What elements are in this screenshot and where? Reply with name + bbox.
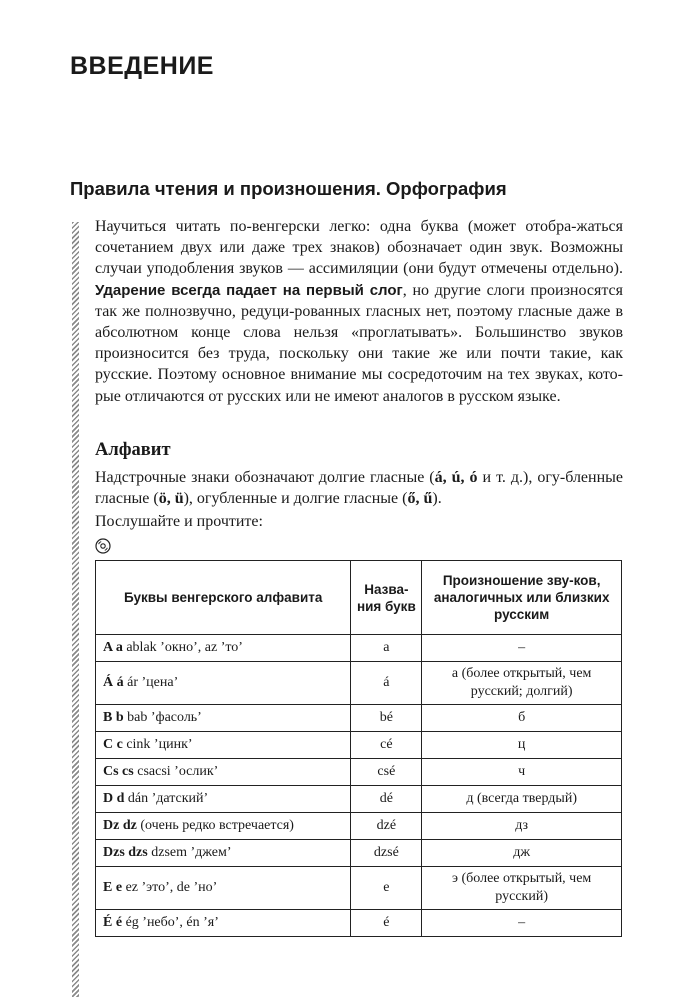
letter-pair: Á á <box>103 675 124 690</box>
letter-name-cell: dé <box>351 786 422 813</box>
table-row <box>96 840 622 867</box>
alphabet-text-1: Надстрочные знаки обозначают долгие гласные ( <box>95 469 435 486</box>
pronunciation-cell: дз <box>422 813 622 840</box>
letter-pair: E e <box>103 880 123 895</box>
alphabet-description <box>95 467 623 509</box>
intro-text-part1: Научиться читать по-венгерски легко: одна буква (может отобра-жаться сочетанием двух или даже трех знаков) обозначает один звук. Возможны случаи уподобления звуков — ассимиляции (они будут отмечены отдельно). <box>95 218 623 278</box>
letter-pair: Dzs dzs <box>103 845 148 860</box>
letter-pair: D d <box>103 791 125 806</box>
header-pronunciation: Произношение зву-ков, аналогичных или близких русским <box>422 561 622 635</box>
rounded-vowel-examples: ö, ü <box>158 490 184 508</box>
letter-pair: Cs cs <box>103 764 134 779</box>
example-word: bab ’фасоль’ <box>127 710 202 725</box>
section-title: Правила чтения и произношения. Орфография <box>70 178 507 199</box>
header-letters: Буквы венгерского алфавита <box>96 561 351 635</box>
table-body <box>96 635 622 937</box>
letter-cell <box>96 759 351 786</box>
pronunciation-cell: ч <box>422 759 622 786</box>
intro-text-part2: , но другие слоги произносятся так же полнозвучно, редуци-рованных гласных нет, поэтому гласные даже в абсолютном конце слова нельзя «проглатывать». Большинство звуков произносится без труда, поскольку они такие же или почти такие, как русские. Поэтому основное внимание мы сосредоточим на тех звуках, кото-рые отличаются от русских или не имеют аналогов в русском языке. <box>95 281 623 405</box>
letter-name-cell: dzsé <box>351 840 422 867</box>
example-word: (очень редко встречается) <box>140 818 294 833</box>
letter-cell <box>96 840 351 867</box>
intro-paragraph <box>95 216 623 407</box>
letter-name-cell: é <box>351 910 422 937</box>
table-row <box>96 813 622 840</box>
hatched-margin-bar <box>72 222 79 997</box>
header-letter-names: Назва-ния букв <box>351 561 422 635</box>
letter-cell <box>96 786 351 813</box>
example-word: ez ’это’, de ’но’ <box>125 880 218 895</box>
chapter-title: ВВЕДЕНИЕ <box>70 52 214 80</box>
table-row <box>96 732 622 759</box>
example-word: csacsi ’ослик’ <box>137 764 219 779</box>
letter-pair: Dz dz <box>103 818 137 833</box>
letter-pair: C c <box>103 737 123 752</box>
alphabet-text-2: и т. д.), огу-бленные гласные ( <box>95 469 624 508</box>
letter-name-cell: dzé <box>351 813 422 840</box>
letter-cell <box>96 732 351 759</box>
rounded-long-vowel-examples: ő, ű <box>407 490 433 508</box>
example-word: dán ’датский’ <box>127 791 209 806</box>
pronunciation-cell: – <box>422 910 622 937</box>
alphabet-table <box>95 560 622 937</box>
alphabet-heading: Алфавит <box>95 440 171 460</box>
table-row <box>96 759 622 786</box>
table-row <box>96 786 622 813</box>
letter-pair: É é <box>103 915 123 930</box>
pronunciation-cell: дж <box>422 840 622 867</box>
letter-cell <box>96 635 351 662</box>
letter-name-cell: á <box>351 662 422 705</box>
table-row <box>96 662 622 705</box>
listen-instruction: Послушайте и прочтите: <box>95 513 263 530</box>
pronunciation-cell: э (более открытый, чем русский) <box>422 867 622 910</box>
example-word: ég ’небо’, én ’я’ <box>125 915 219 930</box>
example-word: cink ’цинк’ <box>126 737 193 752</box>
pronunciation-cell: – <box>422 635 622 662</box>
pronunciation-cell: ц <box>422 732 622 759</box>
pronunciation-cell: а (более открытый, чем русский; долгий) <box>422 662 622 705</box>
long-vowel-examples: á, ú, ó <box>434 469 478 486</box>
alphabet-text-4: ). <box>432 490 442 508</box>
letter-cell <box>96 813 351 840</box>
table-header-row <box>96 561 622 635</box>
letter-name-cell: e <box>351 867 422 910</box>
letter-cell <box>96 867 351 910</box>
letter-cell <box>96 662 351 705</box>
table-row <box>96 910 622 937</box>
example-word: ár ’цена’ <box>127 675 179 690</box>
letter-name-cell: csé <box>351 759 422 786</box>
example-word: dzsem ’джем’ <box>151 845 232 860</box>
cd-audio-icon[interactable] <box>95 538 111 554</box>
pronunciation-cell: б <box>422 705 622 732</box>
letter-pair: B b <box>103 710 124 725</box>
letter-name-cell: a <box>351 635 422 662</box>
table-row <box>96 867 622 910</box>
alphabet-text-3: ), огубленные и долгие гласные ( <box>183 490 408 508</box>
letter-cell <box>96 910 351 937</box>
letter-cell <box>96 705 351 732</box>
table-row <box>96 705 622 732</box>
pronunciation-cell: д (всегда твердый) <box>422 786 622 813</box>
example-word: ablak ’окно’, az ’то’ <box>126 640 243 655</box>
letter-name-cell: bé <box>351 705 422 732</box>
intro-stress-rule: Ударение всегда падает на первый слог <box>95 281 403 299</box>
table-row <box>96 635 622 662</box>
letter-pair: A a <box>103 640 123 655</box>
letter-name-cell: cé <box>351 732 422 759</box>
